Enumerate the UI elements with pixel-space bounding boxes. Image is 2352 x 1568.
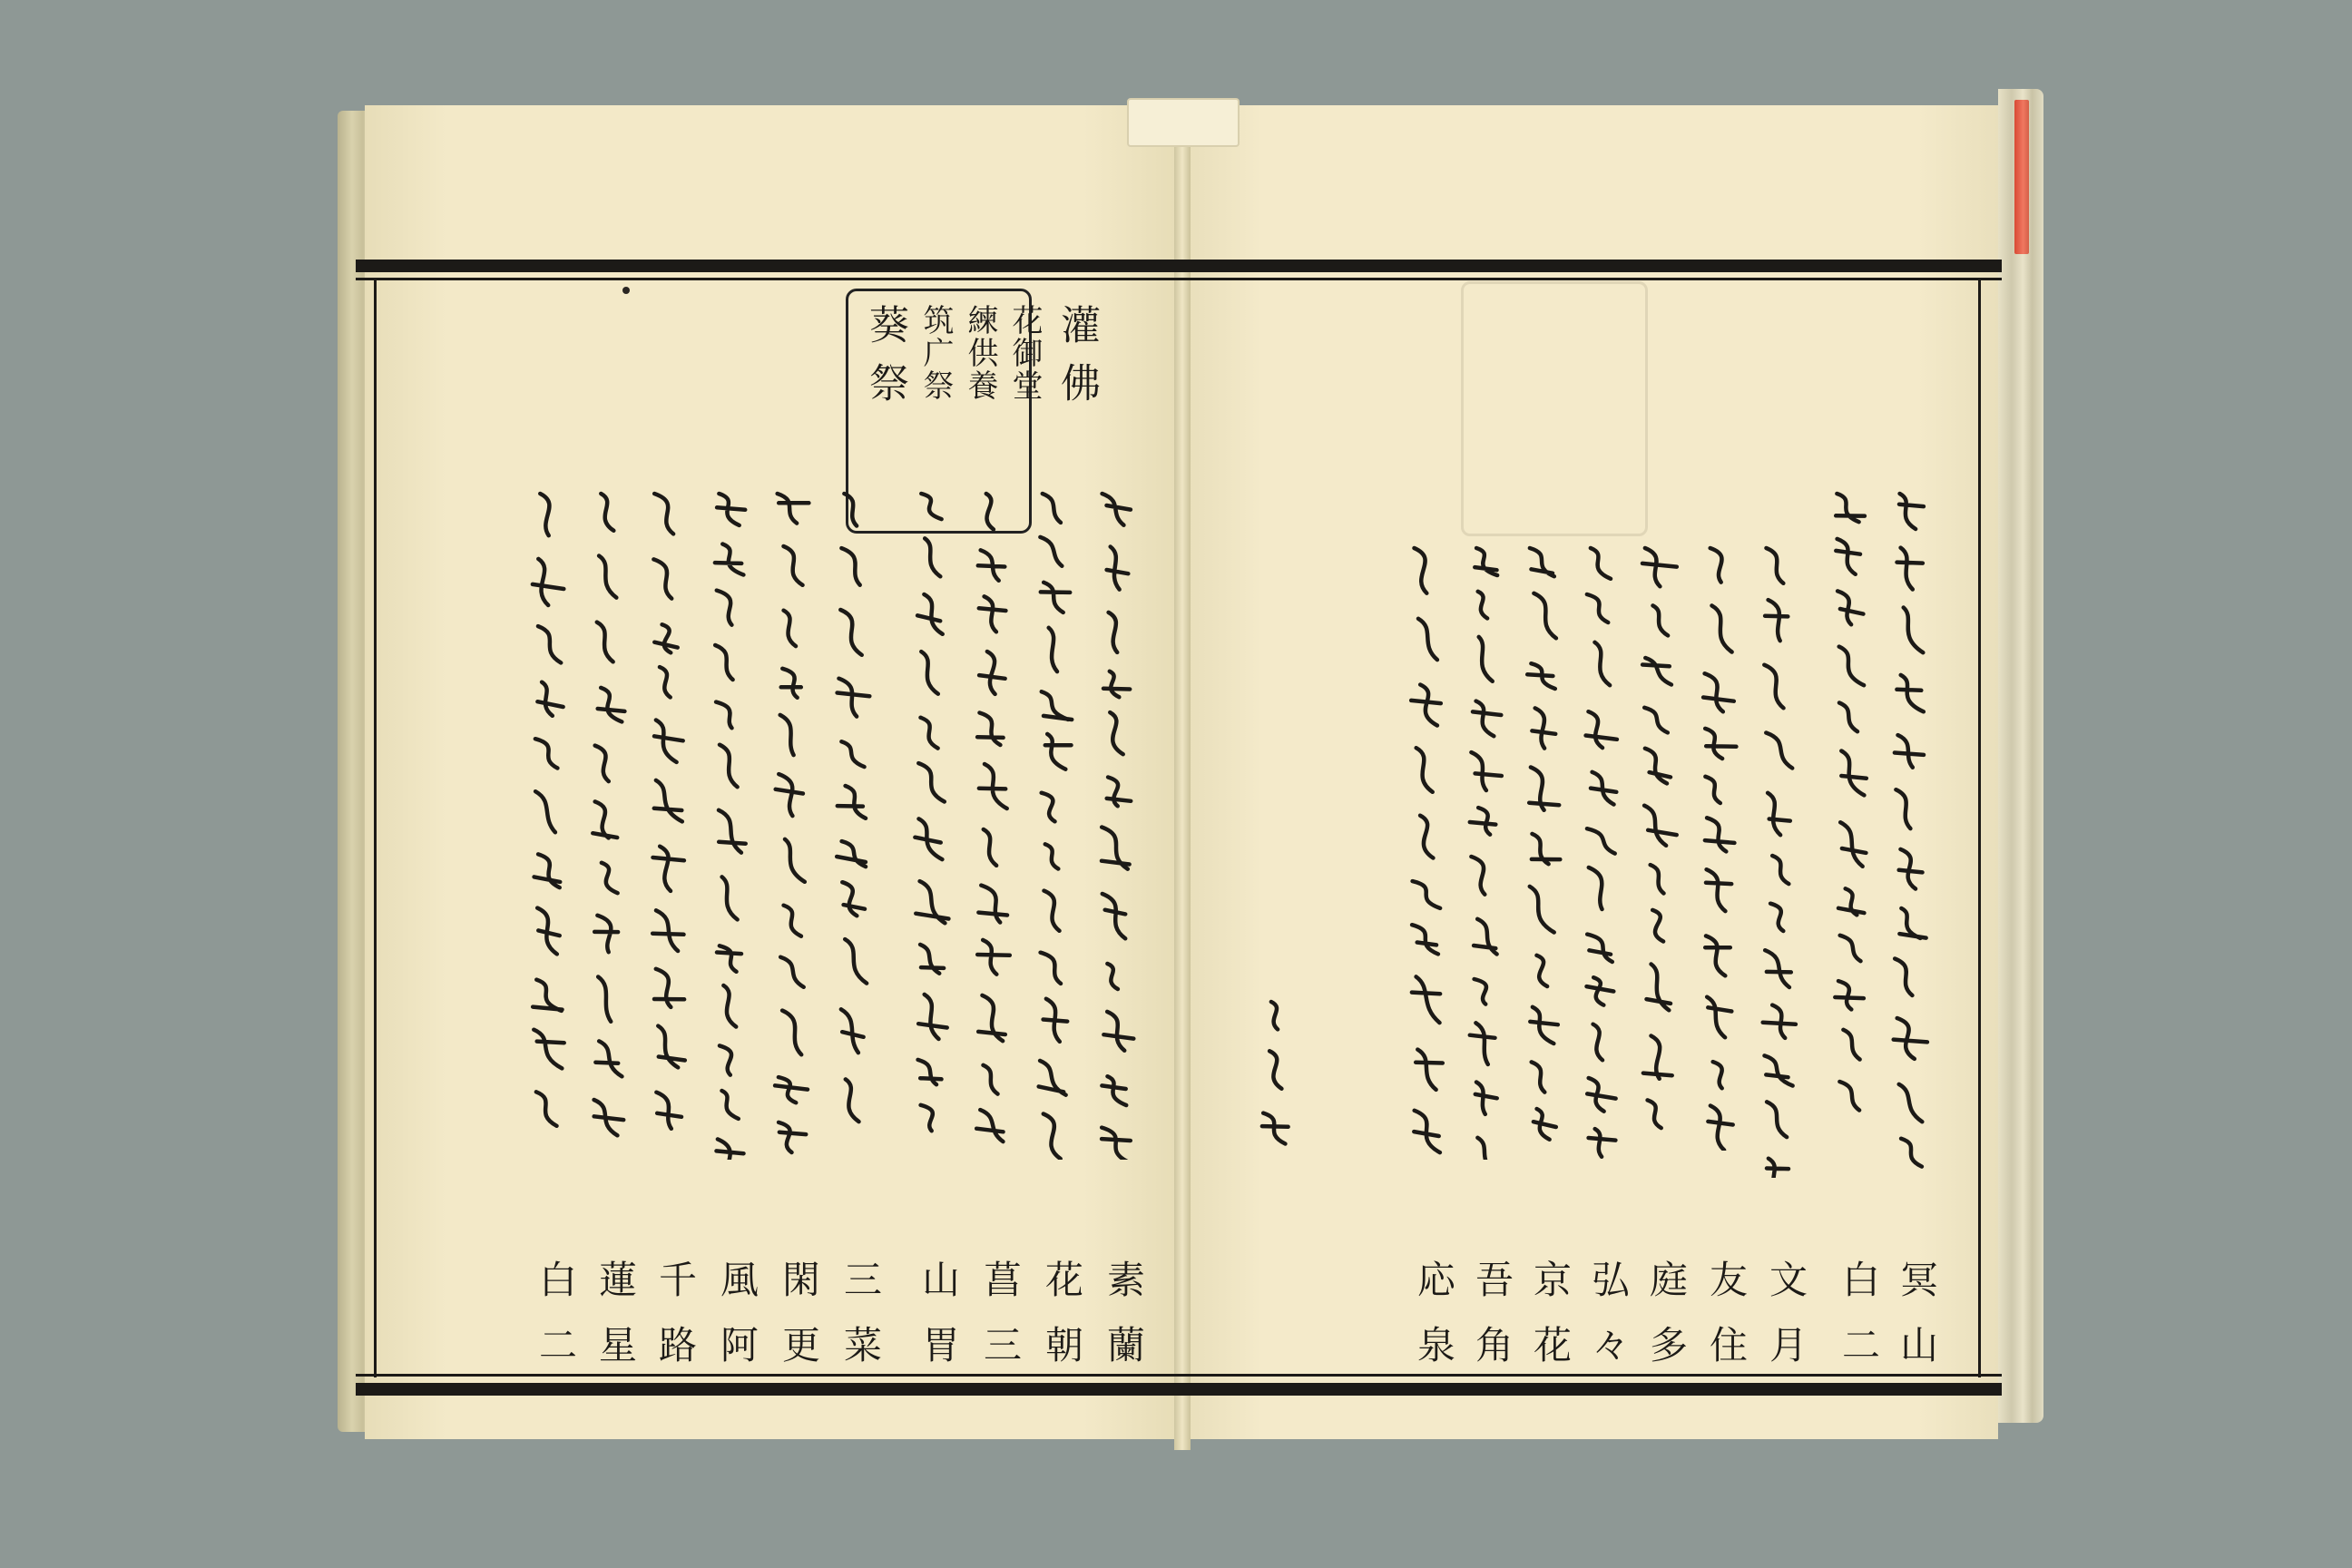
calligraphy-column xyxy=(826,488,880,1160)
right-page-edges xyxy=(1998,89,2043,1423)
sig-left-8: 千路 xyxy=(653,1259,698,1390)
calligraphy-column xyxy=(1882,488,1936,1187)
open-book xyxy=(338,89,2043,1468)
calligraphy-stroke xyxy=(775,494,808,1152)
sig-right-4: 友住 xyxy=(1704,1259,1749,1390)
calligraphy-stroke xyxy=(652,494,685,1129)
calligraphy-stroke xyxy=(1763,548,1796,1178)
sig-right-5: 庭多 xyxy=(1644,1259,1689,1390)
sig-left-9: 蓮星 xyxy=(593,1259,638,1390)
calligraphy-column xyxy=(1399,543,1454,1160)
calligraphy-stroke xyxy=(976,494,1010,1142)
sig-left-4: 山胃 xyxy=(916,1259,961,1390)
calligraphy-column xyxy=(702,488,757,1160)
calligraphy-stroke xyxy=(1586,548,1617,1157)
calligraphy-column xyxy=(581,488,635,1160)
calligraphy-stroke xyxy=(1470,548,1502,1160)
sig-left-2: 花朝 xyxy=(1040,1259,1084,1390)
calligraphy-stroke xyxy=(837,494,869,1122)
title-col-4: 筑广祭 xyxy=(917,304,954,402)
calligraphy-column xyxy=(1632,543,1686,1160)
sig-right-1: 冥山 xyxy=(1895,1259,1939,1390)
title-col-2: 花御堂 xyxy=(1006,304,1043,402)
ink-dot xyxy=(622,287,630,294)
title-col-3: 練供養 xyxy=(962,304,998,402)
frame-top-rule xyxy=(356,260,2002,272)
sig-right-9: 応泉 xyxy=(1412,1259,1456,1390)
calligraphy-column xyxy=(904,488,958,1160)
calligraphy-column xyxy=(1573,543,1628,1160)
calligraphy-column xyxy=(1824,488,1878,1123)
calligraphy-stroke xyxy=(915,494,948,1131)
calligraphy-stroke xyxy=(1527,548,1560,1140)
sig-left-6: 閑更 xyxy=(777,1259,821,1390)
calligraphy-stroke xyxy=(1703,548,1736,1150)
calligraphy-column xyxy=(1027,488,1082,1160)
calligraphy-column xyxy=(521,488,575,1160)
sig-left-1: 素蘭 xyxy=(1102,1259,1146,1390)
frame-top-thin-rule xyxy=(356,278,2002,280)
frame-right-rule xyxy=(1978,278,1981,1377)
sig-right-6: 弘々 xyxy=(1586,1259,1631,1390)
calligraphy-column xyxy=(1515,543,1570,1160)
sig-left-5: 三菜 xyxy=(838,1259,883,1390)
show-through-title-box xyxy=(1461,281,1648,536)
calligraphy-stroke xyxy=(1262,1002,1289,1144)
calligraphy-stroke xyxy=(1411,548,1443,1152)
title-col-5: 葵祭 xyxy=(862,304,908,420)
frame-left-rule xyxy=(374,278,377,1377)
calligraphy-stroke xyxy=(593,494,624,1135)
red-page-tab xyxy=(2014,100,2029,254)
calligraphy-stroke xyxy=(1835,494,1867,1111)
calligraphy-column xyxy=(1457,543,1512,1160)
calligraphy-stroke xyxy=(1894,494,1927,1167)
calligraphy-column xyxy=(641,488,695,1160)
calligraphy-column xyxy=(965,488,1020,1160)
calligraphy-stroke xyxy=(1039,494,1073,1159)
calligraphy-stroke xyxy=(715,494,746,1160)
calligraphy-column xyxy=(1691,543,1746,1151)
calligraphy-column xyxy=(1250,996,1305,1160)
sig-right-8: 吾角 xyxy=(1470,1259,1514,1390)
calligraphy-stroke xyxy=(1642,548,1677,1128)
calligraphy-column xyxy=(1751,543,1806,1178)
sig-right-7: 京花 xyxy=(1528,1259,1573,1390)
sig-left-3: 菖三 xyxy=(978,1259,1023,1390)
title-col-1: 灌佛 xyxy=(1054,304,1100,420)
calligraphy-stroke xyxy=(1102,494,1133,1160)
sig-right-3: 文月 xyxy=(1764,1259,1808,1390)
calligraphy-column xyxy=(1089,488,1143,1160)
calligraphy-stroke xyxy=(533,494,564,1126)
sig-left-7: 風阿 xyxy=(715,1259,760,1390)
book-gutter xyxy=(1174,98,1191,1450)
calligraphy-column xyxy=(764,488,818,1160)
sig-left-10: 白二 xyxy=(534,1259,578,1390)
sig-right-2: 白二 xyxy=(1837,1259,1881,1390)
binding-tab xyxy=(1127,98,1240,147)
